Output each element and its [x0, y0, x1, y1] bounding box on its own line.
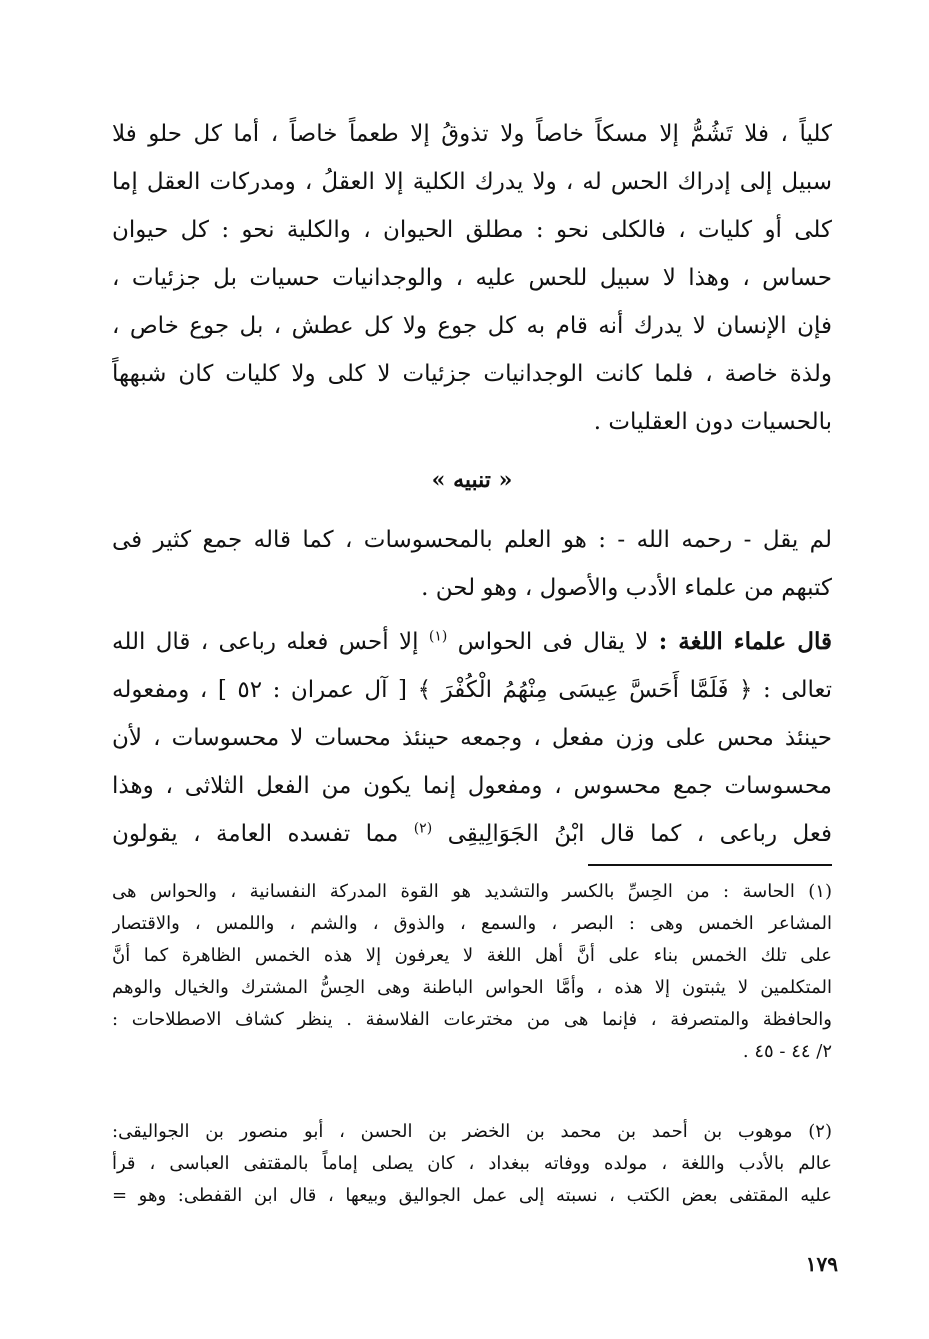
text-line: ولذة خاصة ، فلما كانت الوجدانيات جزئيات لا كلى ولا كليات كان شبههاً — [112, 361, 832, 387]
footnote-1 — [112, 876, 832, 1068]
text-line: لم يقل - رحمه الله - : هو العلم بالمحسوسات ، كما قاله جمع كثير فى — [112, 527, 832, 553]
footnote-line: والحافظة والمتصرفة ، فإنما هى من مخترعات الفلاسفة . ينظر كشاف الاصطلاحات : — [112, 1009, 832, 1030]
paragraph-senses — [112, 110, 832, 446]
text-line: محسوسات جمع محسوس ، ومفعول إنما يكون من الفعل الثلاثى ، وهذا — [112, 773, 832, 799]
text-line: تعالى : ﴿ فَلَمَّا أَحَسَّ عِيسَى مِنْهُمُ الْكُفْرَ ﴾ [ آل عمران : ٥٢ ] ، ومفعوله — [112, 677, 832, 703]
footnote-separator — [588, 864, 832, 866]
text-line — [112, 810, 832, 858]
footnote-line: (٢) موهوب بن أحمد بن محمد بن الخضر بن الحسن ، أبو منصور بن الجواليقى: — [112, 1121, 832, 1142]
footnote-line: المشاعر الخمس وهى : البصر ، والسمع ، والذوق ، والشم ، واللمس ، والاقتصار — [112, 913, 832, 934]
page-number: ١٧٩ — [805, 1252, 838, 1276]
text-line: كلى أو كليات ، فالكلى نحو : مطلق الحيوان ، والكلية نحو : كل حيوان — [112, 217, 832, 243]
footnote-ref-1: (١) — [428, 628, 448, 645]
text-line: سبيل إلى إدراك الحس له ، ولا يدرك الكلية إلا العقلُ ، ومدركات العقل إما — [112, 169, 832, 195]
text-run: فعل رباعى ، كما قال ابْنُ الجَوَالِيقِى — [432, 821, 832, 847]
paragraph-linguists — [112, 618, 832, 858]
footnote-line: (١) الحاسة : من الحِسِّ بالكسر والتشديد هو القوة المدركة النفسانية ، والحواس هى — [112, 881, 832, 902]
text-line: حينئذ محس على وزن مفعل ، وجمعه حينئذ محسات لا محسوسات ، لأن — [112, 725, 832, 751]
text-run: مما تفسده العامة ، يقولون — [112, 821, 414, 847]
footnote-line: عالم بالأدب واللغة ، مولده ووفاته ببغداد ، كان يصلى إماماً بالمقتفى العباسى ، قرأ — [112, 1153, 832, 1174]
paragraph-note — [112, 516, 832, 612]
footnote-line: المتكلمين لا يثبتون إلا هذه ، وأمَّا الحواس الباطنة وهى الحِسُّ المشترك والخيال والوهم — [112, 977, 832, 998]
footnote-line: عليه المقتفى بعض الكتب ، نسبته إلى عمل الجواليق وبيعها ، قال ابن القفطى: وهو = — [112, 1185, 832, 1206]
section-heading: « تنبيه » — [431, 467, 513, 493]
text-line: كلياً ، فلا تَشُمُّ إلا مسكاً خاصاً ولا تذوقُ إلا طعماً خاصاً ، أما كل حلو فلا — [112, 121, 832, 147]
text-line: فإن الإنسان لا يدرك أنه قام به كل جوع ولا كل عطش ، بل جوع خاص ، — [112, 313, 832, 339]
text-run: إلا أحس فعله رباعى ، قال الله — [112, 629, 429, 655]
footnote-line: على تلك الخمس بناء على أنَّ أهل اللغة لا يعرفون إلا هذه الخمس الظاهرة كما أنَّ — [112, 945, 832, 966]
text-line: كتبهم من علماء الأدب والأصول ، وهو لحن . — [421, 575, 832, 601]
footnote-ref-2: (٢) — [413, 820, 433, 837]
text-run: لا يقال فى الحواس — [447, 629, 659, 655]
bold-lead-text: قال علماء اللغة : — [658, 628, 832, 655]
text-line: حساس ، وهذا لا سبيل للحس عليه ، والوجدانيات حسيات بل جزئيات ، — [112, 265, 832, 291]
text-line — [112, 618, 832, 666]
text-line: بالحسيات دون العقليات . — [593, 409, 832, 435]
footnote-line: ٢/ ٤٤ - ٤٥ . — [742, 1041, 832, 1062]
footnote-2 — [112, 1116, 832, 1212]
